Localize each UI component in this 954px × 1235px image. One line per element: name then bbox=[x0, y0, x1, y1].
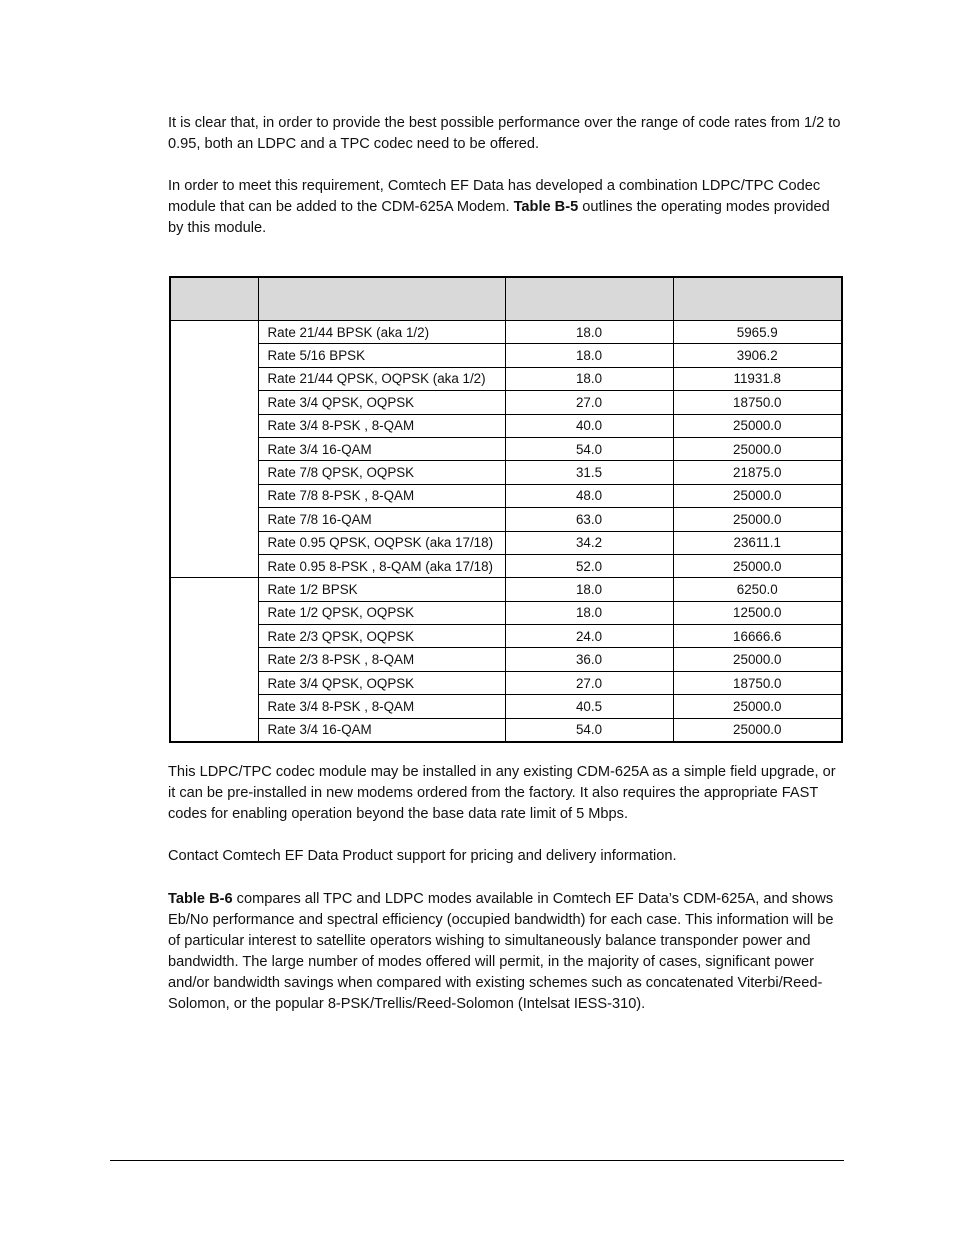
rate-cell: 6250.0 bbox=[673, 578, 842, 601]
mode-cell: Rate 7/8 8-PSK , 8-QAM bbox=[258, 484, 505, 507]
paragraph-intro: It is clear that, in order to provide the best possible performance over the range of code rates from 1/2 to 0.95, both an LDPC and a TPC codec need to be offered. bbox=[168, 115, 841, 152]
table-row bbox=[170, 484, 842, 507]
rate-cell: 21875.0 bbox=[673, 461, 842, 484]
mode-cell: Rate 5/16 BPSK bbox=[258, 344, 505, 367]
text: outlines the operating modes provided by this module. bbox=[168, 199, 830, 236]
rate-cell: 12500.0 bbox=[673, 601, 842, 624]
rate-cell: 25000.0 bbox=[673, 414, 842, 437]
mode-cell: Rate 0.95 8-PSK , 8-QAM (aka 17/18) bbox=[258, 554, 505, 577]
rate-cell: 3906.2 bbox=[673, 344, 842, 367]
table-row bbox=[170, 625, 842, 648]
value-cell: 31.5 bbox=[505, 461, 673, 484]
value-cell: 18.0 bbox=[505, 578, 673, 601]
value-cell: 63.0 bbox=[505, 508, 673, 531]
table-row bbox=[170, 321, 842, 344]
table-row bbox=[170, 531, 842, 554]
paragraph-requirement bbox=[168, 176, 848, 239]
table-row bbox=[170, 437, 842, 460]
rate-cell: 25000.0 bbox=[673, 508, 842, 531]
header-cell bbox=[673, 277, 842, 321]
mode-cell: Rate 1/2 QPSK, OQPSK bbox=[258, 601, 505, 624]
header-cell bbox=[258, 277, 505, 321]
table-row bbox=[170, 554, 842, 577]
value-cell: 18.0 bbox=[505, 601, 673, 624]
header-cell bbox=[505, 277, 673, 321]
mode-cell: Rate 7/8 16-QAM bbox=[258, 508, 505, 531]
mode-cell: Rate 21/44 QPSK, OQPSK (aka 1/2) bbox=[258, 367, 505, 390]
rate-cell: 23611.1 bbox=[673, 531, 842, 554]
value-cell: 18.0 bbox=[505, 321, 673, 344]
mode-cell: Rate 3/4 8-PSK , 8-QAM bbox=[258, 414, 505, 437]
mode-cell: Rate 2/3 8-PSK , 8-QAM bbox=[258, 648, 505, 671]
mode-cell: Rate 3/4 16-QAM bbox=[258, 718, 505, 742]
table-reference: Table B-6 bbox=[168, 891, 233, 907]
value-cell: 40.5 bbox=[505, 695, 673, 718]
table-reference: Table B-5 bbox=[513, 199, 579, 215]
text: compares all TPC and LDPC modes available in Comtech EF Data’s CDM-625A, and shows Eb/No performance and spectral efficiency (occupied bandwidth) for each case. This information will be of particular interest to satellite operators wishing to simultaneously balance transponder power and bandwidth. The large number of modes offered will permit, in the majority of cases, significant power and/or bandwidth savings when compared with existing schemes such as concatenated Viterbi/Reed-Solomon, or the popular 8-PSK/Trellis/Reed-Solomon (Intelsat IESS-310). bbox=[168, 891, 834, 1012]
value-cell: 27.0 bbox=[505, 671, 673, 694]
value-cell: 18.0 bbox=[505, 367, 673, 390]
rate-cell: 25000.0 bbox=[673, 718, 842, 742]
rate-cell: 25000.0 bbox=[673, 695, 842, 718]
mode-cell: Rate 21/44 BPSK (aka 1/2) bbox=[258, 321, 505, 344]
rate-cell: 25000.0 bbox=[673, 484, 842, 507]
mode-cell: Rate 3/4 16-QAM bbox=[258, 437, 505, 460]
table-row bbox=[170, 718, 842, 742]
operating-modes-table bbox=[169, 276, 843, 743]
rate-cell: 18750.0 bbox=[673, 671, 842, 694]
table-row bbox=[170, 391, 842, 414]
rate-cell: 25000.0 bbox=[673, 437, 842, 460]
table-row bbox=[170, 671, 842, 694]
group-cell bbox=[170, 321, 258, 578]
table-row bbox=[170, 367, 842, 390]
value-cell: 54.0 bbox=[505, 718, 673, 742]
mode-cell: Rate 3/4 QPSK, OQPSK bbox=[258, 671, 505, 694]
value-cell: 36.0 bbox=[505, 648, 673, 671]
text: In order to meet this requirement, Comtech EF Data has developed a combination LDPC/TPC Codec module that can be added to the CDM-625A Modem. bbox=[168, 178, 821, 215]
paragraph-comparison bbox=[168, 889, 844, 1015]
header-cell bbox=[170, 277, 258, 321]
rate-cell: 5965.9 bbox=[673, 321, 842, 344]
table-row bbox=[170, 344, 842, 367]
rate-cell: 11931.8 bbox=[673, 367, 842, 390]
value-cell: 40.0 bbox=[505, 414, 673, 437]
mode-cell: Rate 3/4 QPSK, OQPSK bbox=[258, 391, 505, 414]
value-cell: 24.0 bbox=[505, 625, 673, 648]
table-row bbox=[170, 414, 842, 437]
mode-cell: Rate 7/8 QPSK, OQPSK bbox=[258, 461, 505, 484]
table-header-row bbox=[170, 277, 842, 321]
rate-cell: 25000.0 bbox=[673, 554, 842, 577]
paragraph-upgrade: This LDPC/TPC codec module may be installed in any existing CDM-625A as a simple field upgrade, or it can be pre-installed in new modems ordered from the factory. It also requires the appropriate FAST codes for enabling operation beyond the base data rate limit of 5 Mbps. bbox=[168, 764, 836, 822]
mode-cell: Rate 3/4 8-PSK , 8-QAM bbox=[258, 695, 505, 718]
mode-cell: Rate 2/3 QPSK, OQPSK bbox=[258, 625, 505, 648]
paragraph-contact: Contact Comtech EF Data Product support for pricing and delivery information. bbox=[168, 848, 677, 864]
value-cell: 48.0 bbox=[505, 484, 673, 507]
value-cell: 27.0 bbox=[505, 391, 673, 414]
rate-cell: 16666.6 bbox=[673, 625, 842, 648]
table-row bbox=[170, 508, 842, 531]
table-row bbox=[170, 695, 842, 718]
rate-cell: 18750.0 bbox=[673, 391, 842, 414]
rate-cell: 25000.0 bbox=[673, 648, 842, 671]
value-cell: 54.0 bbox=[505, 437, 673, 460]
value-cell: 34.2 bbox=[505, 531, 673, 554]
table-row bbox=[170, 578, 842, 601]
value-cell: 52.0 bbox=[505, 554, 673, 577]
footer-rule bbox=[110, 1160, 844, 1161]
mode-cell: Rate 0.95 QPSK, OQPSK (aka 17/18) bbox=[258, 531, 505, 554]
table-row bbox=[170, 461, 842, 484]
table-row bbox=[170, 648, 842, 671]
mode-cell: Rate 1/2 BPSK bbox=[258, 578, 505, 601]
table-row bbox=[170, 601, 842, 624]
group-cell bbox=[170, 578, 258, 742]
value-cell: 18.0 bbox=[505, 344, 673, 367]
